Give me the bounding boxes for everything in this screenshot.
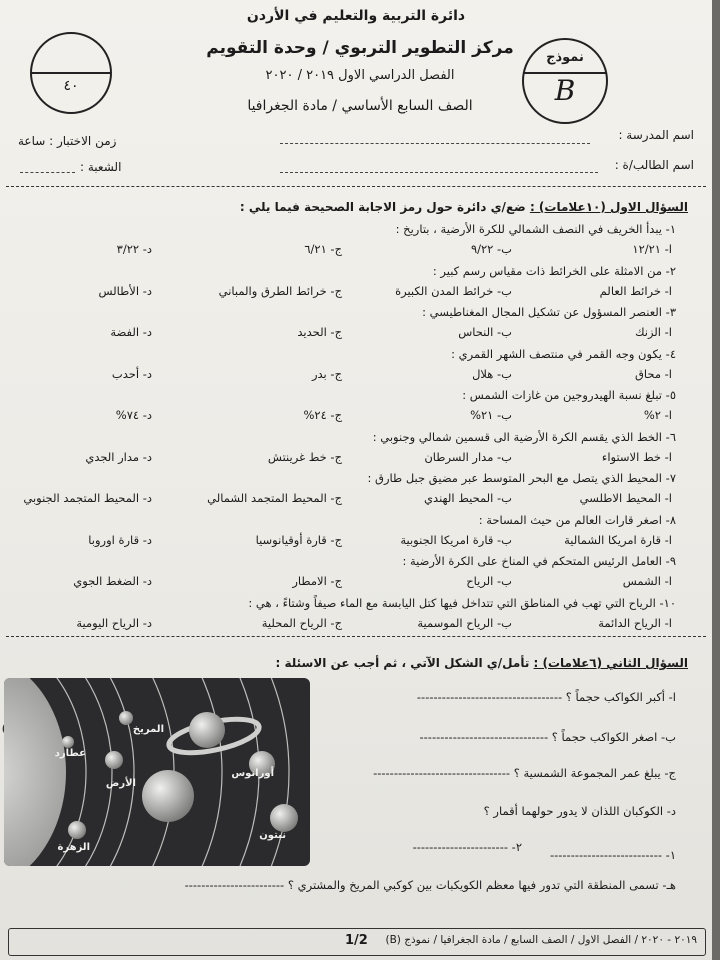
q2-heading xyxy=(276,656,689,670)
q1-item-1-option-a[interactable]: ا- ١٢/٢١ xyxy=(632,242,672,256)
q2-item-d-2[interactable]: ٢- ----------------------- xyxy=(412,840,522,854)
q1-item-2-option-a[interactable]: ا- خرائط العالم xyxy=(599,283,672,298)
q1-item-1-stem: ١- يبدأ الخريف في النصف الشمالي للكرة الأرضية ، بتاريخ : xyxy=(395,222,676,236)
q1-item-9-option-d[interactable]: د- الضغط الجوي xyxy=(73,574,152,588)
q1-item-9-option-c[interactable]: ج- الامطار xyxy=(292,574,342,588)
q1-item-6-option-b[interactable]: ب- مدار السرطان xyxy=(424,449,512,464)
q1-item-1-option-c[interactable]: ج- ٦/٢١ xyxy=(304,242,342,256)
q1-item-4-stem: ٤- يكون وجه القمر في منتصف الشهر القمري : xyxy=(451,346,676,361)
q2-item-c-blank[interactable]: --------------------------------- xyxy=(373,766,511,780)
venus-shape xyxy=(68,821,86,839)
q2-item-b-text: ب- اصغر الكواكب حجماً ؟ xyxy=(551,730,676,744)
q1-item-10-stem: ١٠- الرياح التي تهب في المناطق التي تتداخل فيها كتل اليابسة مع الماء صيفاً وشتاءً ، هي : xyxy=(248,595,676,610)
q2-item-e-text: هـ- تسمى المنطقة التي تدور فيها معظم الكويكبات بين كوكبي المريخ والمشتري ؟ xyxy=(287,878,676,892)
q2-item-d: د- الكوكبان اللذان لا يدور حولهما أقمار ؟ xyxy=(483,804,676,818)
q1-heading xyxy=(240,200,688,214)
footer-box xyxy=(8,928,706,956)
exam-time-label: زمن الاختبار : ساعة xyxy=(18,134,117,148)
q1-item-3-option-d[interactable]: د- الفضة xyxy=(110,325,152,339)
q2-item-e-blank[interactable]: ------------------------ xyxy=(184,878,285,892)
model-letter: B xyxy=(554,74,576,107)
q1-item-7-option-b[interactable]: ب- المحيط الهندي xyxy=(424,491,512,505)
section-field[interactable] xyxy=(20,172,75,173)
ministry-title: دائرة التربية والتعليم في الأردن xyxy=(246,8,466,24)
q1-item-5-stem: ٥- تبلغ نسبة الهيدروجين من غازات الشمس : xyxy=(462,388,676,402)
q1-item-9-option-a[interactable]: ا- الشمس xyxy=(622,574,672,588)
q1-item-6-stem: ٦- الخط الذي يقسم الكرة الأرضية الى قسمين شمالي وجنوبي : xyxy=(372,429,676,444)
q1-item-3-option-a[interactable]: ا- الزنك xyxy=(635,325,672,339)
model-label: نموذج xyxy=(546,50,584,65)
school-name-label: اسم المدرسة : xyxy=(618,128,694,142)
mars-shape xyxy=(119,711,133,725)
mars-label: المريخ xyxy=(132,724,164,735)
footer-text: ٢٠١٩ - ٢٠٢٠ / الفصل الاول / الصف السابع / مادة الجغرافيا / نموذج (B) xyxy=(385,934,697,946)
q1-item-4-option-c[interactable]: ج- بدر xyxy=(311,366,342,381)
q1-item-5-option-b[interactable]: ب- ٢١% xyxy=(470,408,512,422)
neptune-shape xyxy=(270,804,298,832)
q1-divider xyxy=(6,636,706,637)
semester-line: الفصل الدراسي الاول ٢٠١٩ / ٢٠٢٠ xyxy=(265,68,455,83)
q1-item-10-option-c[interactable]: ج- الرياح المحلية xyxy=(261,615,342,630)
sun-shape xyxy=(4,678,66,866)
solar-system-svg xyxy=(4,678,310,866)
q1-item-5-option-d[interactable]: د- ٧٤% xyxy=(115,408,152,422)
q1-item-1-option-b[interactable]: ب- ٩/٢٢ xyxy=(470,242,512,256)
q1-item-3-stem: ٣- العنصر المسؤول عن تشكيل المجال المغناطيسي : xyxy=(422,305,676,319)
venus-label: الزهرة xyxy=(57,842,90,853)
saturn-shape xyxy=(189,712,225,748)
q1-item-6-option-d[interactable]: د- مدار الجدي xyxy=(85,449,152,464)
q1-item-2-stem: ٢- من الامثلة على الخرائط ذات مقياس رسم كبير : xyxy=(432,263,676,278)
q1-item-8-option-a[interactable]: ا- قارة امريكا الشمالية xyxy=(564,532,672,547)
q1-instruction: ضع/ي دائرة حول رمز الاجابة الصحيحة فيما يلي : xyxy=(239,200,526,214)
student-name-field[interactable] xyxy=(280,172,598,173)
neptune-label: نبتون xyxy=(259,830,286,841)
q1-item-8-option-d[interactable]: د- قارة اوروبا xyxy=(88,532,152,547)
q2-item-a-blank[interactable]: ----------------------------------- xyxy=(416,690,563,704)
q1-item-4-option-d[interactable]: د- أحدب xyxy=(111,366,152,381)
earth-shape xyxy=(105,751,123,769)
center-title: مركز التطوير التربوي / وحدة التقويم xyxy=(206,38,514,58)
model-circle xyxy=(522,38,608,124)
header-divider xyxy=(6,186,706,187)
q1-item-4-option-b[interactable]: ب- هلال xyxy=(472,366,512,381)
q2-item-c-text: ج- يبلغ عمر المجموعة الشمسية ؟ xyxy=(513,766,676,780)
q1-item-3-option-c[interactable]: ج- الحديد xyxy=(297,325,342,339)
q2-item-a-text: ا- أكبر الكواكب حجماً ؟ xyxy=(565,690,676,704)
earth-label: الأرض xyxy=(105,778,136,789)
q2-instruction: تأمل/ي الشكل الآتي ، ثم أجب عن الاسئلة : xyxy=(275,656,530,670)
q1-item-8-stem: ٨- اصغر قارات العالم من حيث المساحة : xyxy=(478,512,676,527)
q1-item-10-option-a[interactable]: ا- الرياح الدائمة xyxy=(598,615,672,630)
total-score: ٤٠ xyxy=(63,78,79,94)
q1-item-1-option-d[interactable]: د- ٣/٢٢ xyxy=(116,242,152,256)
mercury-shape xyxy=(62,736,74,748)
mercury-label: عطارد xyxy=(54,748,86,759)
student-name-label: اسم الطالب/ة : xyxy=(614,158,694,172)
solar-system-diagram xyxy=(4,678,310,866)
q2-item-d-1[interactable]: ١- --------------------------- xyxy=(549,848,676,862)
section-label: الشعبة : xyxy=(80,160,122,174)
q1-item-8-option-b[interactable]: ب- قارة امريكا الجنوبية xyxy=(400,532,512,547)
q1-title: السؤال الاول (١٠علامات) : xyxy=(529,200,688,214)
q1-item-9-option-b[interactable]: ب- الرياح xyxy=(466,574,512,588)
q1-item-5-option-a[interactable]: ا- ٢% xyxy=(643,408,672,422)
school-name-field[interactable] xyxy=(280,143,590,144)
q1-item-8-option-c[interactable]: ج- قارة أوقيانوسيا xyxy=(255,532,342,547)
q1-item-7-option-d[interactable]: د- المحيط المتجمد الجنوبي xyxy=(23,491,152,505)
q1-item-9-stem: ٩- العامل الرئيس المتحكم في المناخ على الكرة الأرضية : xyxy=(402,554,676,568)
page-number: 1/2 xyxy=(345,933,368,948)
uranus-label: أورانوس xyxy=(231,768,274,779)
q1-item-5-option-c[interactable]: ج- ٢٤% xyxy=(303,408,342,422)
q1-item-2-option-b[interactable]: ب- خرائط المدن الكبيرة xyxy=(395,283,512,298)
q1-item-7-option-c[interactable]: ج- المحيط المتجمد الشمالي xyxy=(207,491,342,505)
q2-item-b xyxy=(420,730,677,744)
q1-item-10-option-b[interactable]: ب- الرياح الموسمية xyxy=(417,615,512,630)
q2-item-b-blank[interactable]: ------------------------------- xyxy=(419,730,549,744)
score-circle xyxy=(30,32,112,114)
q1-item-6-option-c[interactable]: ج- خط غرينتش xyxy=(267,449,342,464)
q1-item-4-option-a[interactable]: ا- محاق xyxy=(634,366,672,381)
q1-item-7-stem: ٧- المحيط الذي يتصل مع البحر المتوسط عبر مضيق جبل طارق : xyxy=(367,471,676,485)
q2-item-e xyxy=(185,878,676,892)
q2-item-c xyxy=(373,766,676,780)
jupiter-shape xyxy=(142,770,194,822)
q1-item-6-option-a[interactable]: ا- خط الاستواء xyxy=(601,449,672,464)
q1-item-7-option-a[interactable]: ا- المحيط الاطلسي xyxy=(579,491,672,505)
q1-item-2-option-c[interactable]: ج- خرائط الطرق والمباني xyxy=(218,283,342,298)
q2-title: السؤال الثاني (٦علامات) : xyxy=(533,656,688,670)
q2-item-a xyxy=(417,690,676,704)
q1-item-2-option-d[interactable]: د- الأطالس xyxy=(98,283,152,298)
q1-item-10-option-d[interactable]: د- الرياح اليومية xyxy=(76,615,152,630)
grade-subject-line: الصف السابع الأساسي / مادة الجغرافيا xyxy=(247,98,473,114)
q1-item-3-option-b[interactable]: ب- النحاس xyxy=(458,325,512,339)
